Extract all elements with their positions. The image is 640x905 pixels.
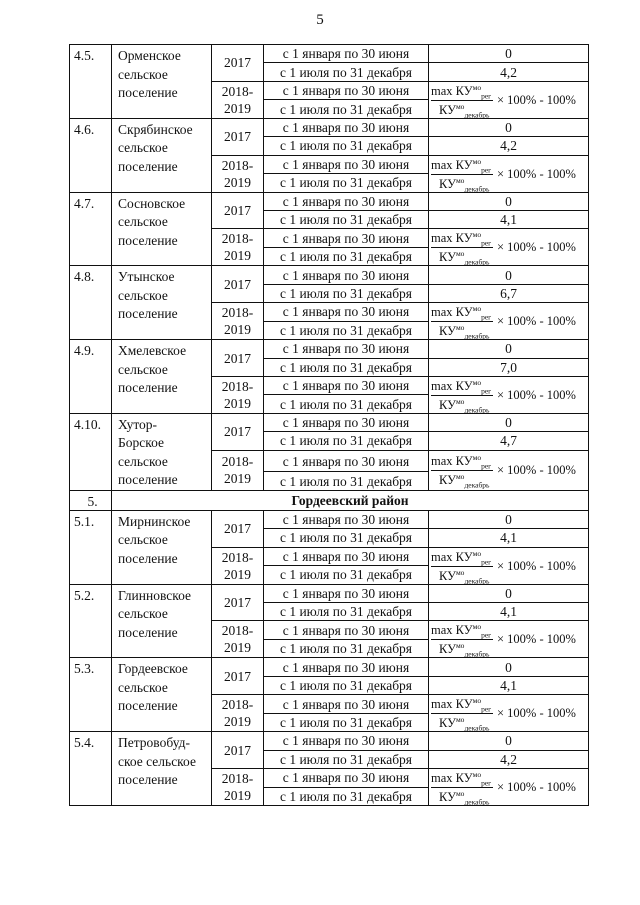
rate-formula: $\max КУ^{мо}_{рег}$ $КУ^{мо}_{декабрь}$ × 100% - 100%	[429, 81, 589, 118]
rate-value-first: 0	[429, 266, 589, 284]
period-first-half: с 1 января по 30 июня	[264, 658, 429, 676]
settlement-name: Мирнинское сельское поселение	[112, 510, 212, 584]
settlement-name: Хмелевское сельское поселение	[112, 340, 212, 414]
tariff-table	[69, 44, 589, 806]
period-second-half: с 1 июля по 31 декабря	[264, 529, 429, 547]
table-row	[70, 266, 589, 284]
period-second-half: с 1 июля по 31 декабря	[264, 639, 429, 658]
rate-formula: $\max КУ^{мо}_{рег}$ $КУ^{мо}_{декабрь}$ × 100% - 100%	[429, 303, 589, 340]
rate-formula: $\max КУ^{мо}_{рег}$ $КУ^{мо}_{декабрь}$ × 100% - 100%	[429, 621, 589, 658]
table-row	[70, 340, 589, 358]
period-first-half: с 1 января по 30 июня	[264, 621, 429, 640]
settlement-name: Гордеевское сельское поселение	[112, 658, 212, 732]
year-2018-2019: 2018- 2019	[212, 229, 264, 266]
period-first-half: с 1 января по 30 июня	[264, 340, 429, 358]
rate-formula: $\max КУ^{мо}_{рег}$ $КУ^{мо}_{декабрь}$ × 100% - 100%	[429, 769, 589, 806]
rate-value-first: 0	[429, 732, 589, 750]
item-number: 4.6.	[70, 118, 112, 192]
table-row	[70, 658, 589, 676]
year-2017: 2017	[212, 510, 264, 547]
period-second-half: с 1 июля по 31 декабря	[264, 713, 429, 732]
rate-value-first: 0	[429, 510, 589, 528]
rate-value-second: 4,2	[429, 137, 589, 155]
period-second-half: с 1 июля по 31 декабря	[264, 566, 429, 585]
rate-value-second: 4,7	[429, 432, 589, 450]
section-title: Гордеевский район	[112, 490, 589, 510]
settlement-name: Сосновское сельское поселение	[112, 192, 212, 266]
period-second-half: с 1 июля по 31 декабря	[264, 358, 429, 376]
rate-value-first: 0	[429, 584, 589, 602]
period-second-half: с 1 июля по 31 декабря	[264, 137, 429, 155]
year-2018-2019: 2018- 2019	[212, 303, 264, 340]
year-2017: 2017	[212, 413, 264, 450]
item-number: 4.9.	[70, 340, 112, 414]
year-2017: 2017	[212, 118, 264, 155]
rate-value-first: 0	[429, 192, 589, 210]
rate-formula: $\max КУ^{мо}_{рег}$ $КУ^{мо}_{декабрь}$ × 100% - 100%	[429, 695, 589, 732]
period-first-half: с 1 января по 30 июня	[264, 584, 429, 602]
table-row	[70, 118, 589, 136]
period-first-half: с 1 января по 30 июня	[264, 413, 429, 431]
table-row	[70, 192, 589, 210]
table-row	[70, 45, 589, 63]
period-second-half: с 1 июля по 31 декабря	[264, 750, 429, 768]
rate-value-second: 4,1	[429, 210, 589, 228]
period-second-half: с 1 июля по 31 декабря	[264, 100, 429, 119]
item-number: 4.5.	[70, 45, 112, 119]
period-first-half: с 1 января по 30 июня	[264, 547, 429, 566]
rate-formula: $\max КУ^{мо}_{рег}$ $КУ^{мо}_{декабрь}$ × 100% - 100%	[429, 155, 589, 192]
rate-value-second: 4,1	[429, 676, 589, 694]
item-number: 5.2.	[70, 584, 112, 658]
period-second-half: с 1 июля по 31 декабря	[264, 472, 429, 491]
table-row	[70, 413, 589, 431]
item-number: 5.4.	[70, 732, 112, 806]
rate-value-second: 4,2	[429, 750, 589, 768]
year-2018-2019: 2018- 2019	[212, 769, 264, 806]
item-number: 5.1.	[70, 510, 112, 584]
settlement-name: Хутор- Борское сельское поселение	[112, 413, 212, 490]
period-second-half: с 1 июля по 31 декабря	[264, 210, 429, 228]
rate-value-second: 4,1	[429, 603, 589, 621]
rate-value-first: 0	[429, 118, 589, 136]
settlement-name: Орменское сельское поселение	[112, 45, 212, 119]
period-first-half: с 1 января по 30 июня	[264, 769, 429, 788]
year-2018-2019: 2018- 2019	[212, 547, 264, 584]
section-number: 5.	[70, 490, 112, 510]
year-2018-2019: 2018- 2019	[212, 695, 264, 732]
table-row	[70, 732, 589, 750]
item-number: 4.7.	[70, 192, 112, 266]
period-second-half: с 1 июля по 31 декабря	[264, 432, 429, 450]
rate-formula: $\max КУ^{мо}_{рег}$ $КУ^{мо}_{декабрь}$ × 100% - 100%	[429, 547, 589, 584]
period-first-half: с 1 января по 30 июня	[264, 266, 429, 284]
period-first-half: с 1 января по 30 июня	[264, 450, 429, 472]
rate-value-first: 0	[429, 413, 589, 431]
year-2017: 2017	[212, 266, 264, 303]
item-number: 4.8.	[70, 266, 112, 340]
period-second-half: с 1 июля по 31 декабря	[264, 247, 429, 266]
period-second-half: с 1 июля по 31 декабря	[264, 676, 429, 694]
settlement-name: Петровобуд- ское сельское поселение	[112, 732, 212, 806]
year-2017: 2017	[212, 584, 264, 621]
year-2018-2019: 2018- 2019	[212, 155, 264, 192]
period-second-half: с 1 июля по 31 декабря	[264, 603, 429, 621]
item-number: 5.3.	[70, 658, 112, 732]
rate-formula: $\max КУ^{мо}_{рег}$ $КУ^{мо}_{декабрь}$ × 100% - 100%	[429, 450, 589, 490]
period-first-half: с 1 января по 30 июня	[264, 510, 429, 528]
page-number: 5	[316, 12, 324, 28]
year-2018-2019: 2018- 2019	[212, 621, 264, 658]
period-second-half: с 1 июля по 31 декабря	[264, 284, 429, 302]
year-2017: 2017	[212, 192, 264, 229]
period-second-half: с 1 июля по 31 декабря	[264, 63, 429, 81]
period-first-half: с 1 января по 30 июня	[264, 376, 429, 395]
year-2017: 2017	[212, 658, 264, 695]
period-first-half: с 1 января по 30 июня	[264, 45, 429, 63]
rate-value-first: 0	[429, 340, 589, 358]
section-row	[70, 490, 589, 510]
rate-value-first: 0	[429, 658, 589, 676]
period-first-half: с 1 января по 30 июня	[264, 81, 429, 100]
rate-value-first: 0	[429, 45, 589, 63]
period-first-half: с 1 января по 30 июня	[264, 303, 429, 322]
year-2017: 2017	[212, 732, 264, 769]
rate-value-second: 4,2	[429, 63, 589, 81]
period-second-half: с 1 июля по 31 декабря	[264, 321, 429, 340]
year-2018-2019: 2018- 2019	[212, 81, 264, 118]
period-first-half: с 1 января по 30 июня	[264, 695, 429, 714]
period-first-half: с 1 января по 30 июня	[264, 192, 429, 210]
period-second-half: с 1 июля по 31 декабря	[264, 174, 429, 193]
year-2018-2019: 2018- 2019	[212, 450, 264, 490]
rate-value-second: 7,0	[429, 358, 589, 376]
period-second-half: с 1 июля по 31 декабря	[264, 395, 429, 414]
settlement-name: Скрябинское сельское поселение	[112, 118, 212, 192]
settlement-name: Утынское сельское поселение	[112, 266, 212, 340]
item-number: 4.10.	[70, 413, 112, 490]
period-second-half: с 1 июля по 31 декабря	[264, 787, 429, 806]
period-first-half: с 1 января по 30 июня	[264, 155, 429, 174]
year-2017: 2017	[212, 45, 264, 82]
period-first-half: с 1 января по 30 июня	[264, 229, 429, 248]
rate-value-second: 4,1	[429, 529, 589, 547]
rate-value-second: 6,7	[429, 284, 589, 302]
year-2017: 2017	[212, 340, 264, 377]
year-2018-2019: 2018- 2019	[212, 376, 264, 413]
period-first-half: с 1 января по 30 июня	[264, 118, 429, 136]
settlement-name: Глинновское сельское поселение	[112, 584, 212, 658]
table-row	[70, 510, 589, 528]
period-first-half: с 1 января по 30 июня	[264, 732, 429, 750]
rate-formula: $\max КУ^{мо}_{рег}$ $КУ^{мо}_{декабрь}$ × 100% - 100%	[429, 229, 589, 266]
rate-formula: $\max КУ^{мо}_{рег}$ $КУ^{мо}_{декабрь}$ × 100% - 100%	[429, 376, 589, 413]
table-row	[70, 584, 589, 602]
